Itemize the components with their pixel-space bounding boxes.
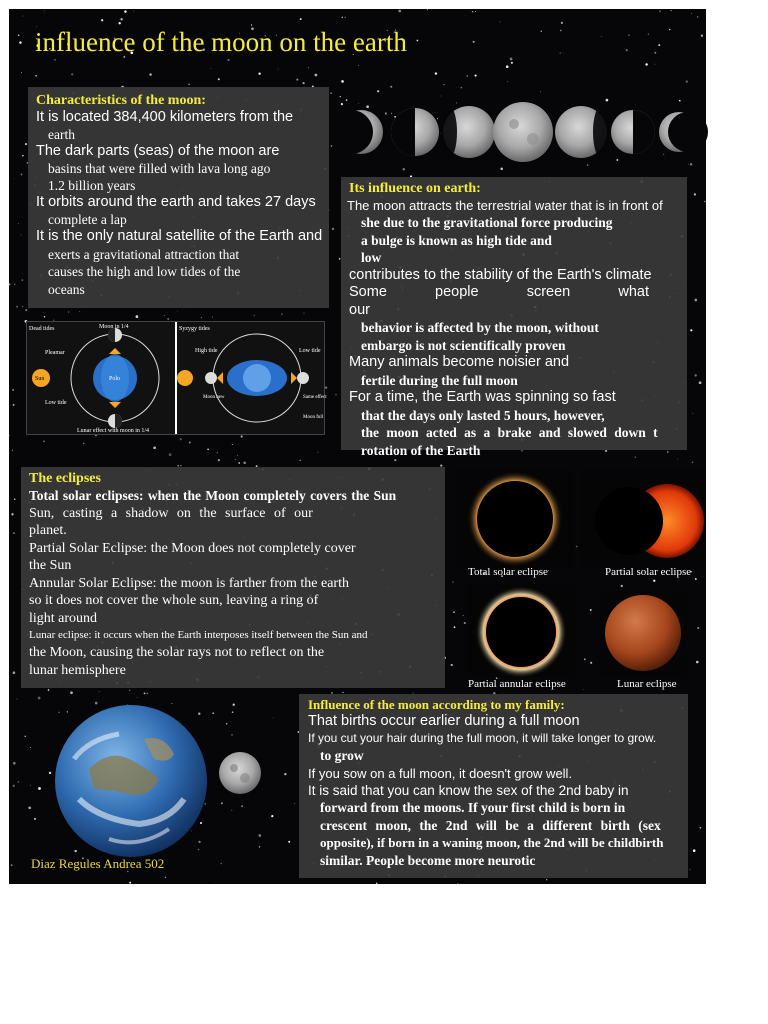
tide-label: Moon new — [203, 395, 225, 400]
influence-text: The moon attracts the terrestrial water that is in front of — [347, 198, 663, 213]
tide-label: Dead tides — [29, 326, 55, 332]
tide-label: Same effect — [303, 395, 327, 400]
total-eclipse-caption: Total solar eclipse — [468, 566, 548, 578]
eclipses-text: light around — [29, 610, 98, 626]
eclipses-text: the Moon, causing the solar rays not to reflect on the — [29, 645, 325, 660]
eclipses-text: Sun, casting a shadow on the surface of our — [29, 505, 313, 521]
tide-label: Sun — [35, 376, 45, 382]
eclipses-text: Total solar eclipses: when the Moon completely covers the Sun — [29, 488, 397, 503]
annular-eclipse-caption: Partial annular eclipse — [468, 678, 566, 690]
tide-diagram — [26, 321, 325, 435]
influence-text: Some people screen what our — [349, 284, 649, 318]
tide-label: Low tide — [299, 348, 321, 354]
influence-text: a bulge is known as high tide and — [361, 232, 552, 248]
eclipses-panel — [21, 467, 445, 688]
characteristics-item: It is the only natural satellite of the Earth and exerts a gravitational attraction that causes the high and low tides of the oceans — [36, 228, 323, 297]
tide-label: High tide — [195, 348, 218, 354]
characteristics-item: The dark parts (seas) of the moon are basins that were filled with lava long ago 1.2 billion years — [36, 143, 280, 193]
annular-eclipse-image — [467, 583, 575, 677]
tide-label: Low tide — [45, 400, 67, 406]
partial-solar-eclipse-image — [581, 469, 706, 569]
family-text: opposite), if born in a waning moon, the 2nd will be childbirth — [320, 835, 664, 850]
eclipses-text: the Sun — [29, 558, 72, 573]
moon-icon — [217, 750, 263, 796]
family-text: That births occur earlier during a full moon — [308, 713, 580, 729]
influence-text: behavior is affected by the moon, without — [361, 320, 599, 335]
earth-icon — [49, 699, 213, 863]
influence-text: low — [361, 250, 382, 265]
tide-label: Moon in 1/4 — [99, 324, 129, 330]
characteristics-heading: Characteristics of the moon: — [36, 93, 206, 108]
eclipses-text: planet. — [29, 523, 67, 538]
eclipses-text: Annular Solar Eclipse: the moon is farther from the earth — [29, 575, 349, 591]
characteristics-item: It orbits around the earth and takes 27 days complete a lap — [36, 194, 316, 227]
influence-text: For a time, the Earth was spinning so fast — [349, 389, 616, 405]
eclipses-text: Partial Solar Eclipse: the Moon does not completely cover — [29, 540, 356, 556]
eclipses-text: Lunar eclipse: it occurs when the Earth interposes itself between the Sun and — [29, 629, 368, 641]
lunar-eclipse-image — [599, 591, 687, 677]
eclipses-text: so it does not cover the whole sun, leaving a ring of — [29, 593, 319, 608]
moon-phases-icon — [339, 99, 709, 165]
influence-text: embargo is not scientifically proven — [361, 337, 566, 353]
eclipses-heading: The eclipses — [29, 471, 101, 486]
influence-text: contributes to the stability of the Earth's climate — [349, 266, 652, 283]
family-text: forward from the moons. If your first child is born in — [320, 800, 626, 815]
influence-text: Many animals become noisier and — [349, 354, 570, 370]
poster — [9, 9, 706, 884]
family-heading: Influence of the moon according to my family: — [308, 697, 565, 712]
author-name: Diaz Regules Andrea 502 — [31, 856, 165, 871]
total-solar-eclipse-image — [455, 469, 573, 569]
family-text: to grow — [320, 748, 364, 763]
characteristics-item: It is located 384,400 kilometers from the earth — [36, 109, 294, 142]
tide-label: Lunar effect with moon in 1/4 — [77, 428, 150, 434]
tide-label: Polo — [109, 376, 121, 382]
tide-label: Syzygy tides — [179, 326, 210, 332]
lunar-eclipse-caption: Lunar eclipse — [617, 678, 677, 690]
poster-title: influence of the moon on the earth — [35, 27, 407, 57]
influence-text: the moon acted as a brake and slowed down t — [361, 425, 658, 440]
influence-heading: Its influence on earth: — [349, 181, 481, 196]
family-text: similar. People become more neurotic — [320, 852, 536, 868]
influence-text: rotation of the Earth — [361, 442, 481, 458]
family-text: It is said that you can know the sex of the 2nd baby in — [308, 783, 629, 798]
tide-label: Moon full — [303, 415, 324, 420]
family-text: crescent moon, the 2nd will be a different birth (sex — [320, 817, 661, 833]
tide-label: Pleamar — [45, 350, 65, 356]
partial-eclipse-caption: Partial solar eclipse — [605, 566, 692, 578]
influence-panel — [341, 177, 687, 458]
influence-text: that the days only lasted 5 hours, however, — [361, 407, 605, 423]
family-text: If you cut your hair during the full moon, it will take longer to grow. — [308, 731, 657, 745]
family-text: If you sow on a full moon, it doesn't grow well. — [308, 766, 573, 781]
family-panel — [299, 694, 688, 878]
influence-text: fertile during the full moon — [361, 372, 518, 388]
eclipses-text: lunar hemisphere — [29, 662, 126, 678]
characteristics-panel — [28, 87, 329, 308]
influence-text: she due to the gravitational force producing — [361, 215, 613, 230]
